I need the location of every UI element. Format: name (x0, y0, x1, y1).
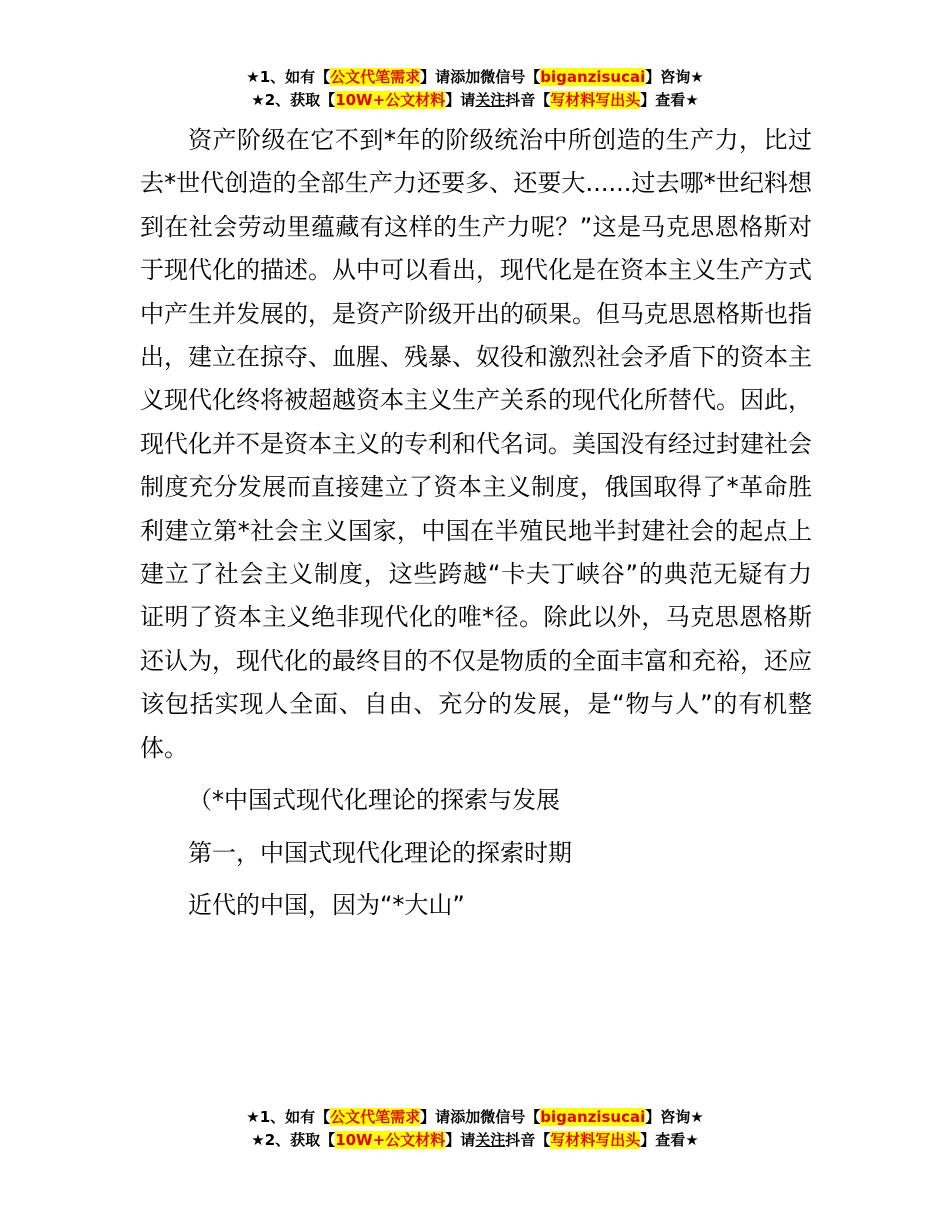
section-heading: （*中国式现代化理论的探索与发展 (188, 786, 560, 815)
banner-text: 】请 (420, 68, 451, 86)
body-paragraph-1: 资产阶级在它不到*年的阶级统治中所创造的生产力，比过去*世代创造的全部生产力还要多、还要大......过去哪*世纪料想到在社会劳动里蕴藏有这样的生产力呢？”这是马克思恩格斯对于现代化的描述。从中可以看出，现代化是在资本主义生产方式中产生并发展的，是资产阶级开出的硕果。但马克思恩格斯也指出，建立在掠夺、血腥、残暴、奴役和激烈社会矛盾下的资本主义现代化终将被超越资本主义生产关系的现代化所替代。因此，现代化并不是资本主义的专利和代名词。美国没有经过封建社会制度充分发展而直接建立了资本主义制度，俄国取得了*革命胜利建立第*社会主义国家，中国在半殖民地半封建社会的起点上建立了社会主义制度，这些跨越“卡夫丁峡谷”的典范无疑有力证明了资本主义绝非现代化的唯*径。除此以外，马克思恩格斯还认为，现代化的最终目的不仅是物质的全面丰富和充裕，还应该包括实现人全面、自由、充分的发展，是“物与人”的有机整体。 (140, 126, 812, 762)
highlight-service: 公文代笔需求 (330, 68, 421, 86)
highlight-wechat-id: biganzisucai (540, 1108, 646, 1126)
banner-text: 微信号【 (480, 1108, 541, 1126)
body-paragraph-2: 近代的中国，因为“*大山” (188, 890, 465, 919)
header-banner (0, 66, 950, 112)
highlight-douyin-account: 写材料写出头 (550, 1131, 641, 1149)
banner-text: 】咨询★ (645, 1108, 704, 1126)
banner-text: 】请 (445, 1131, 476, 1149)
footer-line-1 (0, 1106, 950, 1129)
highlight-wechat-id: biganzisucai (540, 68, 646, 86)
banner-emphasis: 关注 (475, 91, 506, 109)
banner-text: 抖音【 (505, 91, 551, 109)
banner-emphasis: 关注 (475, 1131, 506, 1149)
footer-banner (0, 1106, 950, 1152)
highlight-service: 公文代笔需求 (330, 1108, 421, 1126)
banner-text: 】请 (445, 91, 476, 109)
banner-text: 】请 (420, 1108, 451, 1126)
banner-emphasis: 添加 (450, 68, 481, 86)
banner-text: ★1、如有【 (246, 68, 331, 86)
banner-emphasis: 添加 (450, 1108, 481, 1126)
header-line-1 (0, 66, 950, 89)
subsection-heading: 第一，中国式现代化理论的探索时期 (188, 838, 572, 867)
banner-text: 】查看★ (640, 91, 699, 109)
banner-text: ★2、获取【 (251, 1131, 336, 1149)
document-body (140, 119, 812, 927)
banner-text: ★1、如有【 (246, 1108, 331, 1126)
banner-text: 微信号【 (480, 68, 541, 86)
footer-line-2 (0, 1129, 950, 1152)
header-line-2 (0, 89, 950, 112)
banner-text: ★2、获取【 (251, 91, 336, 109)
highlight-materials: 10W+公文材料 (335, 91, 446, 109)
banner-text: 抖音【 (505, 1131, 551, 1149)
highlight-douyin-account: 写材料写出头 (550, 91, 641, 109)
highlight-materials: 10W+公文材料 (335, 1131, 446, 1149)
banner-text: 】咨询★ (645, 68, 704, 86)
banner-text: 】查看★ (640, 1131, 699, 1149)
